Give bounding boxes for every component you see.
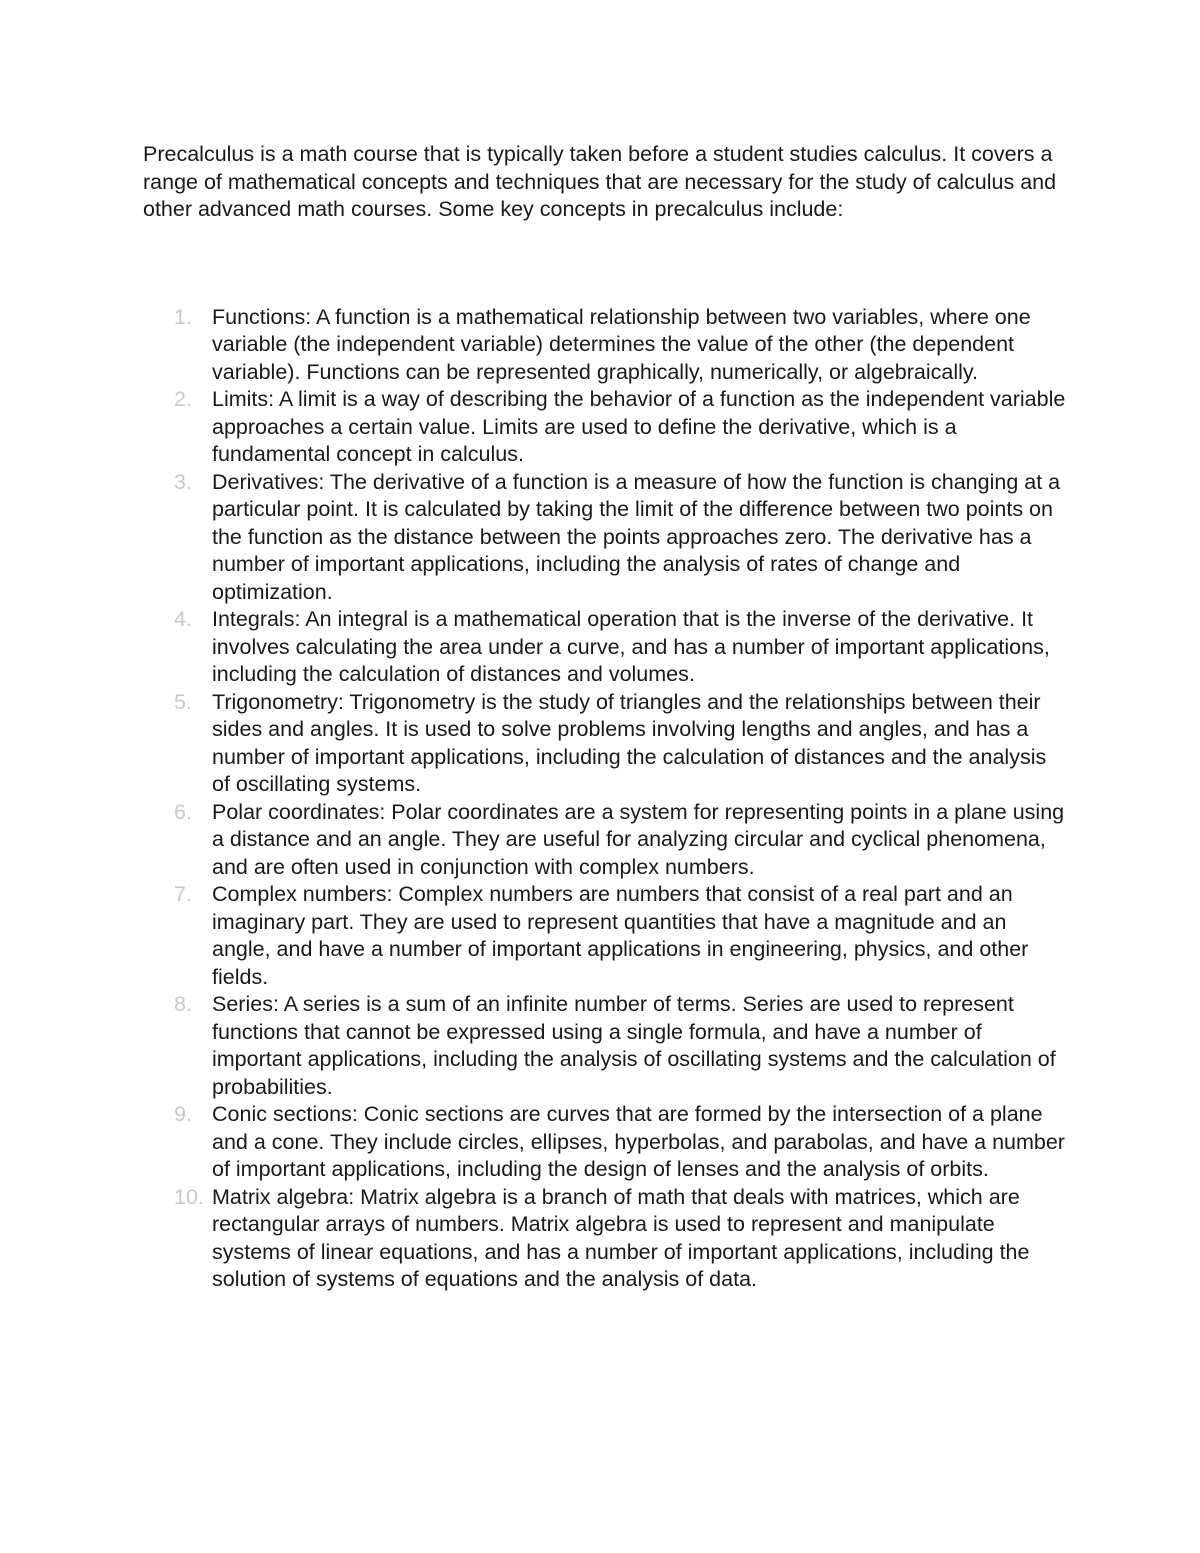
- list-item: [143, 1101, 1068, 1184]
- list-number: 7.: [174, 882, 192, 906]
- list-number: 2.: [174, 387, 192, 411]
- list-number: 6.: [174, 799, 192, 824]
- list-item: [143, 799, 1068, 882]
- list-item-text: Functions: A function is a mathematical relationship between two variables, where one variable (the independent variable) determines the value of the other (the dependent variable). Functions can be represented graphically, numerically, or algebraically.: [212, 304, 1031, 384]
- list-item-text: Derivatives: The derivative of a function is a measure of how the function is changing at a particular point. It is calculated by taking the limit of the difference between two points on the function as the distance between the points approaches zero. The derivative has a number of important applications, including the analysis of rates of change and optimization.: [212, 469, 1061, 604]
- list-item-text: Polar coordinates: Polar coordinates are a system for representing points in a plane using a distance and an angle. They are useful for analyzing circular and cyclical phenomena, and are often used in conjunction with complex numbers.: [212, 799, 1065, 879]
- list-number: 5.: [174, 689, 192, 714]
- list-item-text: Complex numbers: Complex numbers are numbers that consist of a real part and an imaginary part. They are used to represent quantities that have a magnitude and an angle, and have a number of important applications in engineering, physics, and other fields.: [212, 882, 1029, 989]
- list-item-text: Series: A series is a sum of an infinite number of terms. Series are used to represent functions that cannot be expressed using a single formula, and have a number of important applications, including the analysis of oscillating systems and the calculation of probabilities.: [212, 992, 1056, 1099]
- list-item-text: Trigonometry: Trigonometry is the study of triangles and the relationships between their sides and angles. It is used to solve problems involving lengths and angles, and has a number of important applications, including the calculation of distances and the analysis of oscillating systems.: [212, 689, 1047, 796]
- list-item-text: Integrals: An integral is a mathematical operation that is the inverse of the derivative. It involves calculating the area under a curve, and has a number of important applications, including the calculation of distances and volumes.: [212, 607, 1050, 686]
- list-item-text: Limits: A limit is a way of describing the behavior of a function as the independent variable approaches a certain value. Limits are used to define the derivative, which is a fundamental concept in calculus.: [212, 387, 1066, 466]
- list-item: [143, 881, 1068, 991]
- list-item: [143, 606, 1068, 689]
- list-item: [143, 1184, 1068, 1294]
- list-item: [143, 689, 1068, 799]
- list-item: [143, 386, 1068, 469]
- list-number: 9.: [174, 1102, 192, 1126]
- list-number: 3.: [174, 469, 192, 494]
- document-body: [143, 141, 1068, 1294]
- list-number: 4.: [174, 607, 192, 631]
- list-number: 8.: [174, 992, 192, 1016]
- list-number: 10.: [174, 1184, 204, 1209]
- list-item: [143, 991, 1068, 1101]
- intro-paragraph: Precalculus is a math course that is typically taken before a student studies calculus. It covers a range of mathematical concepts and techniques that are necessary for the study of calculus and other advanced math courses. Some key concepts in precalculus include:: [143, 142, 1057, 221]
- list-item-text: Conic sections: Conic sections are curves that are formed by the intersection of a plane and a cone. They include circles, ellipses, hyperbolas, and parabolas, and have a number of important applications, including the design of lenses and the analysis of orbits.: [212, 1102, 1065, 1181]
- list-number: 1.: [174, 304, 192, 329]
- list-item: [143, 304, 1068, 387]
- concept-list: [143, 304, 1068, 1294]
- list-item: [143, 469, 1068, 607]
- list-item-text: Matrix algebra: Matrix algebra is a branch of math that deals with matrices, which are rectangular arrays of numbers. Matrix algebra is used to represent and manipulate systems of linear equations, and has a number of important applications, including the solution of systems of equations and the analysis of data.: [212, 1184, 1030, 1291]
